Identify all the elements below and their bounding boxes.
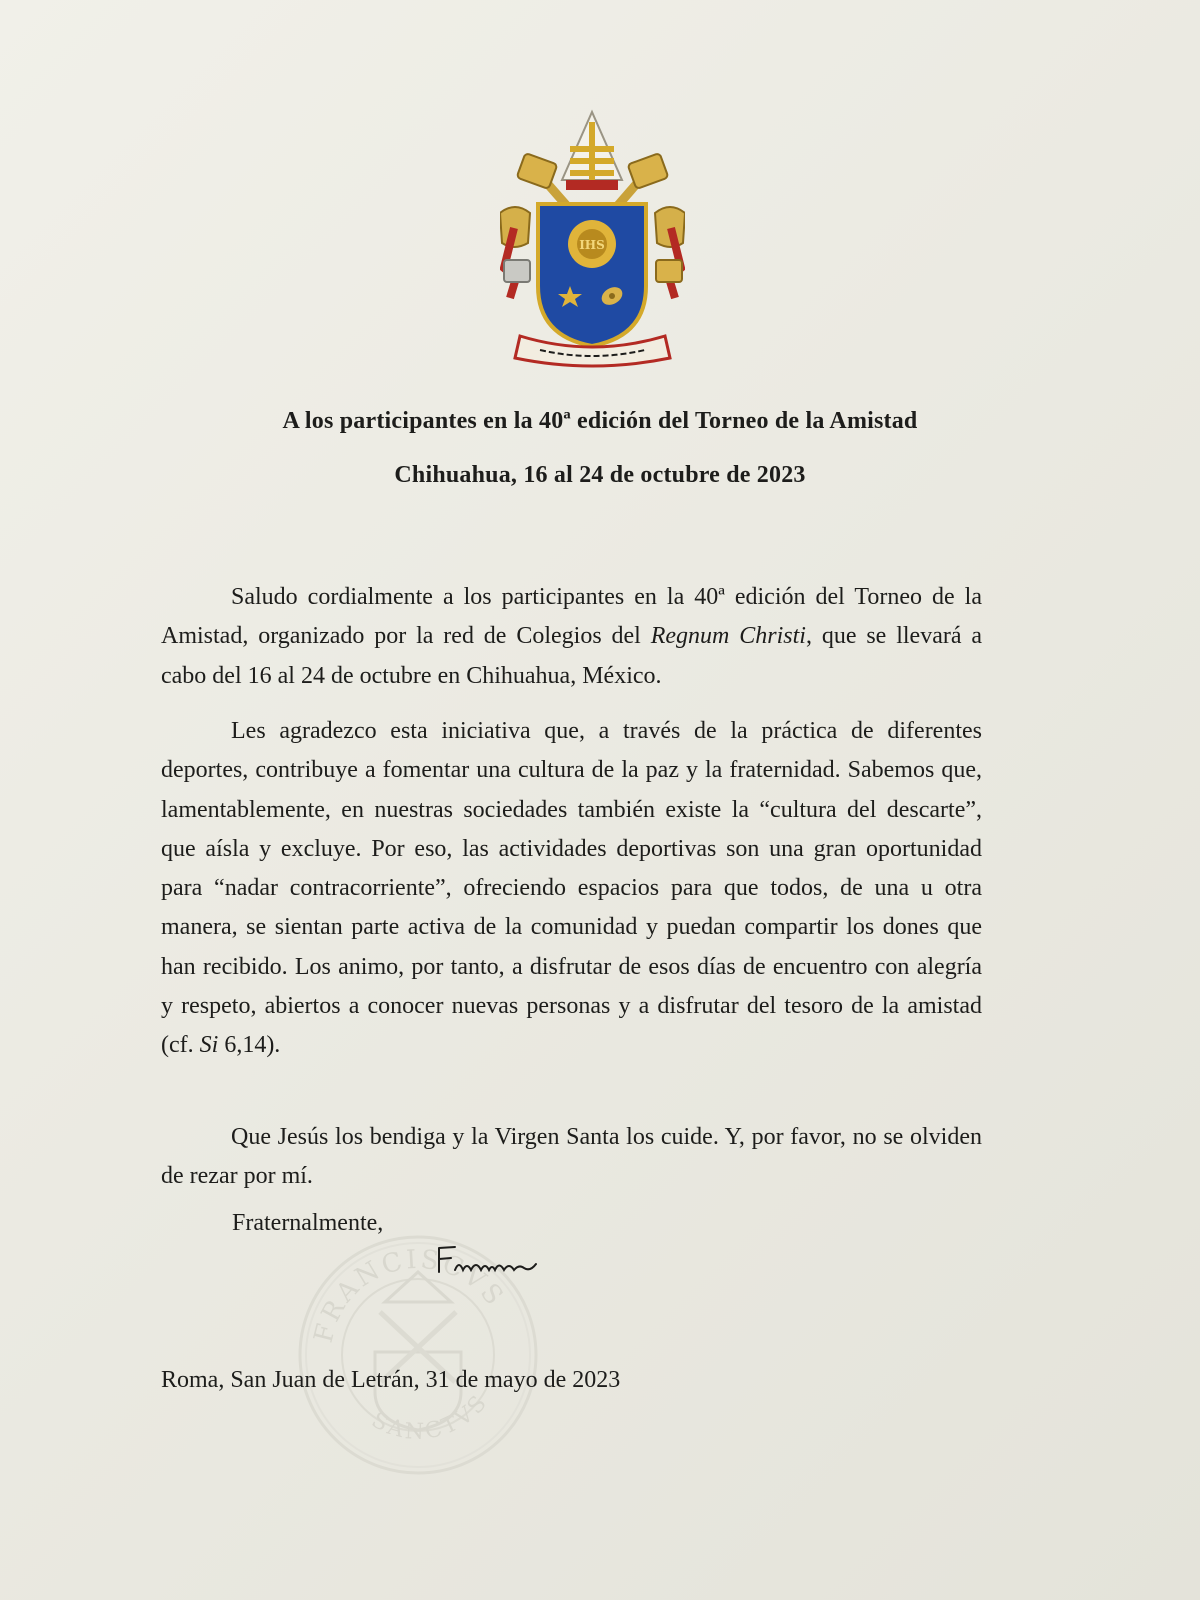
- date-line: Roma, San Juan de Letrán, 31 de mayo de 2023: [161, 1367, 621, 1393]
- letter-subheading: Chihuahua, 16 al 24 de octubre de 2023: [394, 462, 806, 488]
- seal-text-top: FRANCISCVS: [308, 1244, 511, 1346]
- mitre: [562, 112, 622, 190]
- paragraph-blessing-text: Que Jesús los bendiga y la Virgen Santa los cuide. Y, por favor, no se olviden de rezar por mí.: [161, 1124, 982, 1190]
- sun-emblem: [568, 220, 616, 268]
- paragraph-greeting-text-a: Saludo cordialmente a los participantes en la 40ª edición del Torneo de la Amistad, organizado por la red de Colegios del: [161, 584, 982, 650]
- paragraph-greeting: [161, 578, 982, 696]
- paragraph-greeting-italic: Regnum Christi: [650, 623, 806, 650]
- svg-text:IHS: IHS: [579, 238, 605, 252]
- seal-text-bottom: SANCTVS: [367, 1389, 494, 1445]
- closing-salutation: Fraternalmente,: [232, 1210, 384, 1236]
- paragraph-greeting-text-b: , que se llevará a cabo del 16 al 24 de octubre en Chihuahua, México.: [161, 623, 983, 689]
- paragraph-thanks: [161, 712, 982, 1066]
- letter-heading: A los participantes en la 40ª edición del Torneo de la Amistad: [282, 408, 918, 434]
- paragraph-thanks-text-a: Les agradezco esta iniciativa que, a través de la práctica de diferentes deportes, contribuye a fomentar una cultura de la paz y la fraternidad. Sabemos que, lamentablemente, en nuestras sociedades también existe la “cultura del descarte”, que aísla y excluye. Por eso, las actividades deportivas son una gran oportunidad para “nadar contracorriente”, ofreciendo espacios para que todos, de una u otra manera, se sientan parte activa de la comunidad y puedan compartir los dones que han recibido. Los animo, por tanto, a disfrutar de esos días de encuentro con alegría y respeto, abiertos a conocer nuevas personas y a disfrutar del tesoro de la amistad (cf.: [161, 718, 982, 1059]
- paragraph-thanks-italic: Si: [199, 1032, 219, 1059]
- paragraph-thanks-text-b: 6,14).: [218, 1032, 281, 1059]
- paragraph-blessing: [161, 1118, 982, 1197]
- papal-coat-of-arms-icon: [500, 108, 685, 368]
- signature-icon: [435, 1242, 545, 1282]
